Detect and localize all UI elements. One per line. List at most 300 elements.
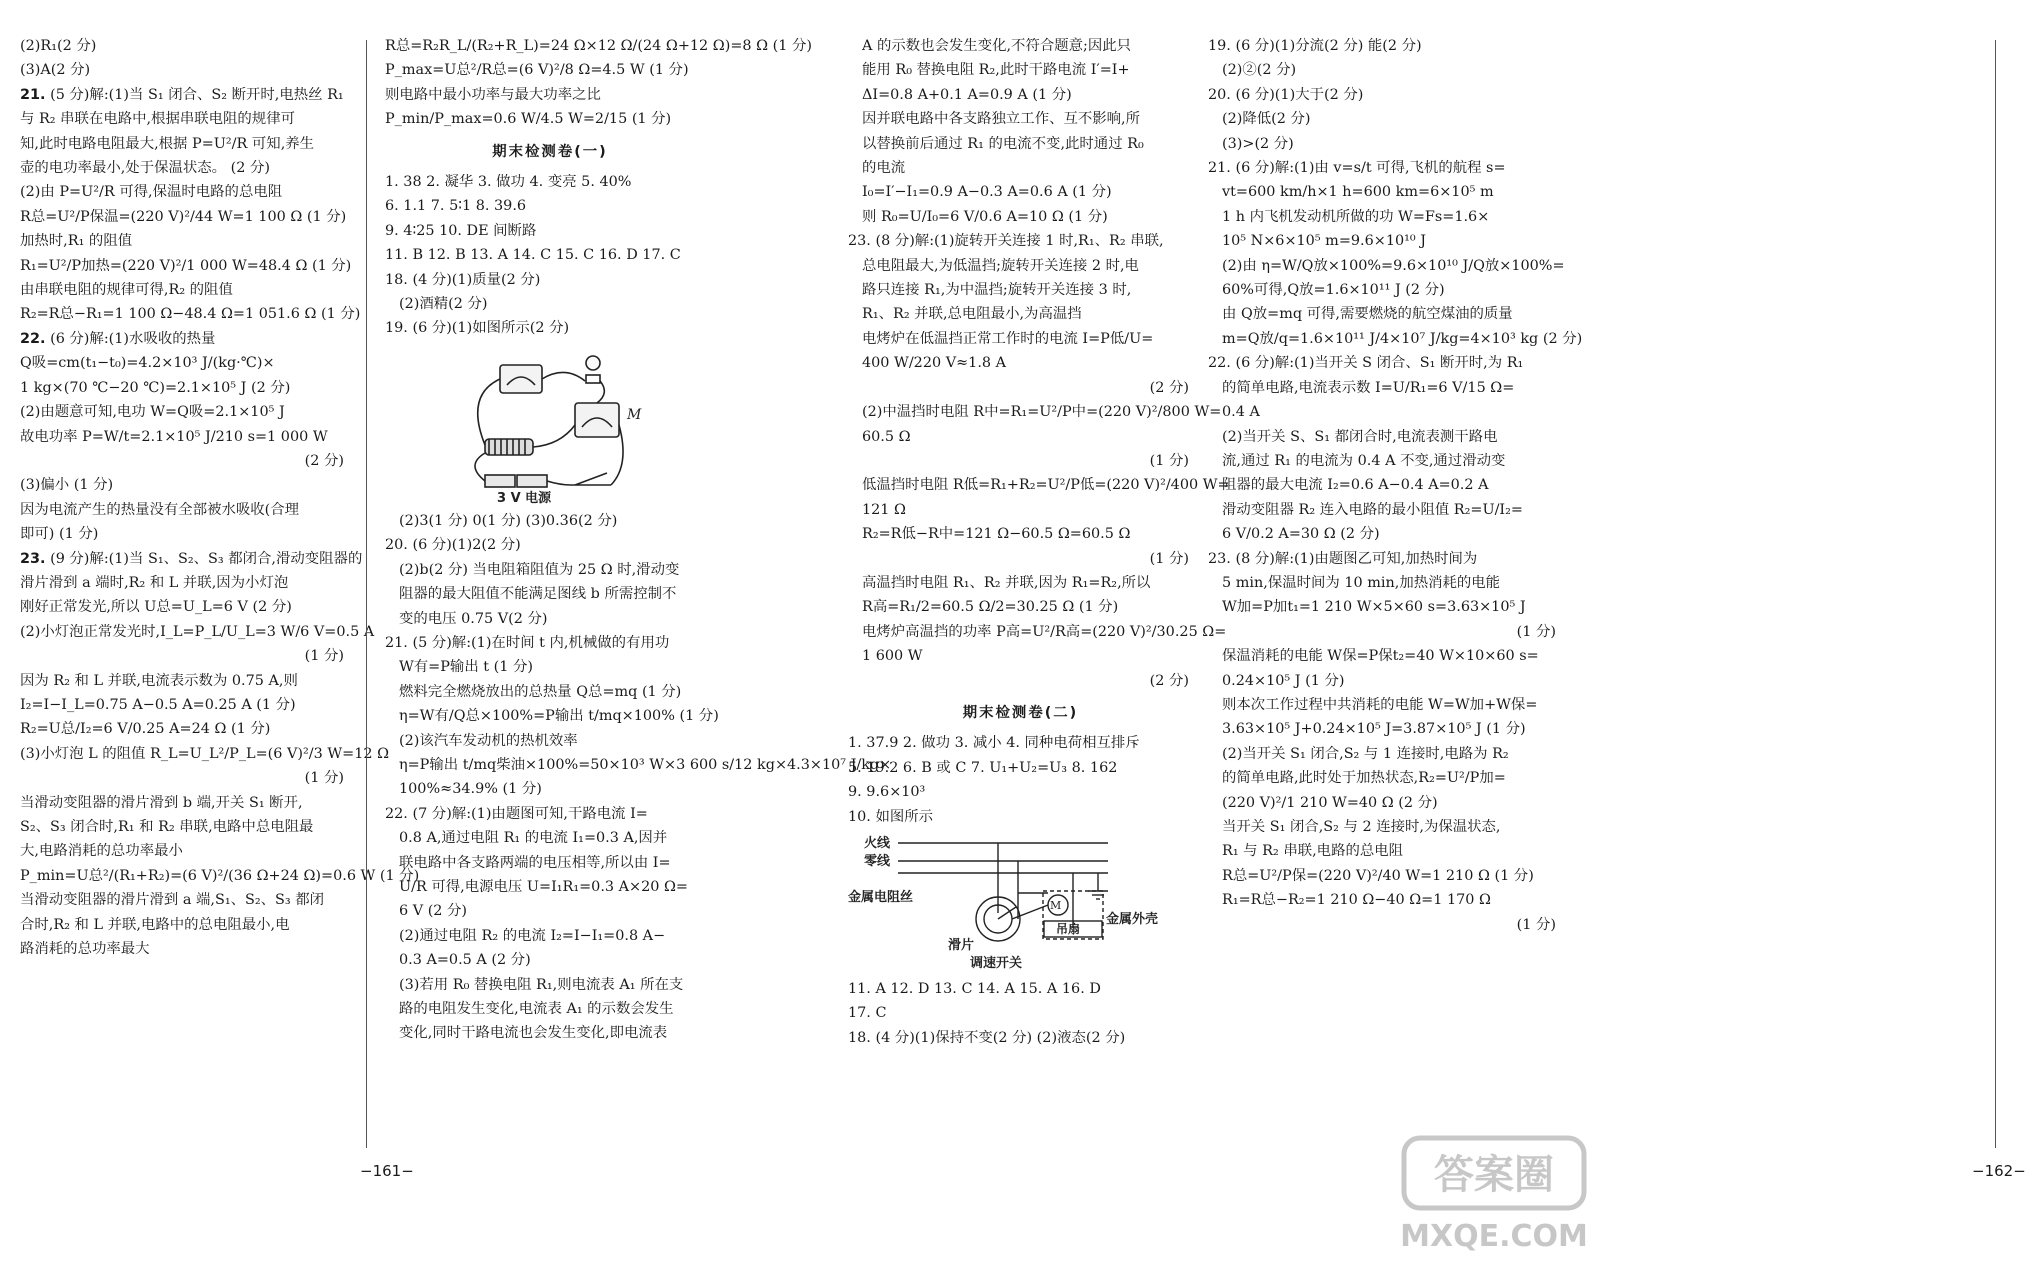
answer-line — [20, 571, 348, 595]
answer-line — [385, 973, 715, 997]
answer-text: 23. (8 分)解:(1)旋转开关连接 1 时,R₁、R₂ 串联, — [848, 233, 1164, 250]
answer-line — [848, 805, 1193, 829]
answer-text: 6 V (2 分) — [399, 903, 468, 920]
answer-line — [20, 278, 348, 302]
exam-title-2: 期末检测卷(二) — [962, 704, 1079, 721]
answer-line — [848, 205, 1193, 229]
answer-text: 路消耗的总功率最大 — [20, 941, 150, 958]
answer-line — [848, 83, 1193, 107]
answer-line — [20, 425, 348, 449]
fig2-shell: 金属外壳 — [1106, 912, 1159, 927]
answer-line — [848, 977, 1193, 1001]
answer-line — [848, 132, 1193, 156]
answer-text: 阻器的最大阻值不能满足图线 b 所需控制不 — [399, 586, 677, 603]
answer-line — [1208, 620, 1560, 644]
answer-line — [20, 766, 348, 790]
answer-line — [1208, 571, 1560, 595]
answer-line — [1208, 742, 1560, 766]
answer-text: R₁=R总−R₂=1 210 Ω−40 Ω=1 170 Ω — [1222, 892, 1491, 909]
answer-line — [848, 351, 1193, 375]
answer-line — [385, 194, 715, 218]
answer-line — [1208, 547, 1560, 571]
answer-text: 22. (6 分)解:(1)当开关 S 闭合、S₁ 断开时,为 R₁ — [1208, 355, 1524, 372]
answer-line — [848, 449, 1193, 473]
answer-line — [385, 83, 715, 107]
answer-text: R₁=U²/P加热=(220 V)²/1 000 W=48.4 Ω (1 分) — [20, 257, 352, 274]
answer-text: (3)>(2 分) — [1222, 135, 1294, 152]
answer-line — [20, 888, 348, 912]
answer-text: 1 kg×(70 ℃−20 ℃)=2.1×10⁵ J (2 分) — [20, 379, 291, 396]
column-divider — [366, 40, 367, 1148]
answer-line — [385, 34, 812, 58]
answer-line — [20, 376, 348, 400]
answer-text: Q吸=cm(t₁−t₀)=4.2×10³ J/(kg·℃)× — [20, 355, 275, 372]
answer-text: 11. A 12. D 13. C 14. A 15. A 16. D — [848, 981, 1101, 997]
page-number-right: −162− — [1972, 1162, 2026, 1180]
answer-text: I₂=I−I_L=0.75 A−0.5 A=0.25 A (1 分) — [20, 696, 296, 713]
column-1 — [20, 34, 420, 961]
answer-line — [848, 107, 1193, 131]
answer-line — [848, 669, 1193, 693]
answer-text: 10⁵ N×6×10⁵ m=9.6×10¹⁰ J — [1222, 233, 1427, 250]
answer-line — [20, 156, 348, 180]
answer-line — [385, 107, 715, 131]
answer-text: 0.4 A — [1222, 404, 1260, 421]
answer-line — [848, 156, 1193, 180]
answer-line — [20, 107, 348, 131]
answer-text: m=Q放/q=1.6×10¹¹ J/4×10⁷ J/kg=4×10³ kg (2 分) — [1222, 330, 1583, 347]
answer-line — [848, 425, 1193, 449]
answer-text: A 的示数也会发生变化,不符合题意;因此只 — [862, 38, 1132, 54]
answer-text: R₂=U总/I₂=6 V/0.25 A=24 Ω (1 分) — [20, 721, 271, 738]
answer-text: 知,此时电路电阻最大,根据 P=U²/R 可知,养生 — [20, 135, 315, 152]
answer-line — [848, 644, 1193, 668]
answer-text: vt=600 km/h×1 h=600 km=6×10⁵ m — [1222, 184, 1494, 201]
answer-text: 燃料完全燃烧放出的总热量 Q总=mq (1 分) — [399, 683, 682, 700]
answer-line — [20, 229, 348, 253]
answer-text: (1 分) — [1149, 452, 1189, 469]
answer-text: 21. (5 分)解:(1)在时间 t 内,机械做的有用功 — [385, 634, 670, 651]
answer-text: 电烤炉高温挡的功率 P高=U²/R高=(220 V)²/30.25 Ω= — [862, 623, 1227, 640]
ammeter-icon — [500, 365, 542, 393]
circuit-figure-10 — [848, 833, 1193, 973]
answer-line — [385, 899, 715, 923]
answer-line — [1208, 839, 1560, 863]
fig1-caption: 3 V 电源 — [497, 490, 552, 506]
answer-text: R总=U²/P保=(220 V)²/40 W=1 210 Ω (1 分) — [1222, 867, 1534, 884]
answer-line — [848, 1026, 1193, 1050]
answer-line — [20, 180, 348, 204]
answer-text: (2 分) — [1149, 672, 1189, 689]
answer-line — [848, 302, 1193, 326]
circuit-figure-19 — [385, 345, 715, 505]
answer-line — [385, 533, 715, 557]
answer-text: 11. B 12. B 13. A 14. C 15. C 16. D 17. C — [385, 247, 681, 264]
fig2-slider: 滑片 — [948, 938, 975, 953]
answer-line — [848, 473, 1230, 497]
answer-line — [385, 268, 715, 292]
answer-text: 的电流 — [862, 160, 906, 177]
answer-line — [385, 948, 715, 972]
answer-line — [1208, 425, 1560, 449]
answer-text: 大,电路消耗的总功率最小 — [20, 843, 183, 860]
answer-text: 1 h 内飞机发动机所做的功 W=Fs=1.6× — [1222, 208, 1490, 225]
answer-text: 滑片滑到 a 端时,R₂ 和 L 并联,因为小灯泡 — [20, 574, 289, 591]
answer-line — [385, 851, 715, 875]
answer-text: (9 分)解:(1)当 S₁、S₂、S₃ 都闭合,滑动变阻器的 — [45, 550, 363, 567]
answer-line — [20, 34, 348, 58]
answer-text: (3)若用 R₀ 替换电阻 R₁,则电流表 A₁ 所在支 — [399, 976, 684, 993]
answer-line — [1208, 83, 1560, 107]
answer-text: S₂、S₃ 闭合时,R₁ 和 R₂ 串联,电路中总电阻最 — [20, 819, 314, 835]
answer-text: 1. 38 2. 凝华 3. 做功 4. 变亮 5. 40% — [385, 174, 632, 191]
answer-text: (2)中温挡时电阻 R中=R₁=U²/P中=(220 V)²/800 W= — [862, 404, 1222, 421]
answer-line — [20, 620, 375, 644]
answer-line — [1208, 376, 1560, 400]
answer-line — [20, 815, 348, 839]
answer-text: 变化,同时干路电流也会发生变化,即电流表 — [399, 1025, 668, 1042]
answer-text: 60.5 Ω — [862, 428, 911, 445]
answer-line — [20, 473, 348, 497]
answer-text: 0.24×10⁵ J (1 分) — [1222, 672, 1345, 689]
answer-text: 壶的电功率最小,处于保温状态。 (2 分) — [20, 160, 270, 177]
answer-text: 60%可得,Q放=1.6×10¹¹ J (2 分) — [1222, 282, 1445, 299]
answer-text: 19. (6 分)(1)分流(2 分) 能(2 分) — [1208, 38, 1422, 54]
answer-text: 路只连接 R₁,为中温挡;旋转开关连接 3 时, — [862, 282, 1132, 299]
answer-text: (2)当开关 S、S₁ 都闭合时,电流表测干路电 — [1222, 428, 1498, 445]
answer-line — [20, 351, 348, 375]
answer-line — [848, 376, 1193, 400]
answer-text: (2)②(2 分) — [1222, 62, 1297, 79]
answer-line — [1208, 888, 1560, 912]
fig2-switch: 调速开关 — [970, 956, 1023, 971]
answer-text: 因并联电路中各支路独立工作、互不影响,所 — [862, 111, 1140, 128]
answer-text: 0.8 A,通过电阻 R₁ 的电流 I₁=0.3 A,因并 — [399, 830, 668, 847]
answer-line — [848, 180, 1193, 204]
answer-text: (2)b(2 分) 当电阻箱阻值为 25 Ω 时,滑动变 — [399, 561, 680, 578]
answer-line — [20, 547, 363, 571]
answer-text: η=P输出 t/mq柴油×100%=50×10³ W×3 600 s/12 kg×4.3×10⁷ J/kg× — [399, 756, 892, 773]
answer-text: R₁、R₂ 并联,总电阻最小,为高温挡 — [862, 306, 1082, 323]
answer-text: 低温挡时电阻 R低=R₁+R₂=U²/P低=(220 V)²/400 W= — [862, 477, 1230, 494]
answer-text: R₂=R总−R₁=1 100 Ω−48.4 Ω=1 051.6 Ω (1 分) — [20, 306, 361, 323]
answer-text: 高温挡时电阻 R₁、R₂ 并联,因为 R₁=R₂,所以 — [862, 574, 1151, 591]
answer-text: (2)当开关 S₁ 闭合,S₂ 与 1 连接时,电路为 R₂ — [1222, 745, 1509, 762]
answer-line — [20, 132, 348, 156]
fig1-label-m: M — [627, 406, 642, 423]
answer-text: ΔI=0.8 A+0.1 A=0.9 A (1 分) — [862, 86, 1072, 103]
answer-line — [385, 316, 715, 340]
answer-text: 1 600 W — [862, 648, 923, 665]
answer-line — [848, 1001, 1193, 1025]
answer-text: P_min=U总²/(R₁+R₂)=(6 V)²/(36 Ω+24 Ω)=0.6 W (1 分) — [20, 867, 420, 884]
answer-text: (5 分)解:(1)当 S₁ 闭合、S₂ 断开时,电热丝 R₁ — [45, 86, 344, 103]
answer-line — [1208, 498, 1560, 522]
answer-text: (2)通过电阻 R₂ 的电流 I₂=I−I₁=0.8 A− — [399, 927, 666, 944]
answer-text: 6. 1.1 7. 5∶1 8. 39.6 — [385, 198, 527, 215]
answer-line — [20, 644, 348, 668]
answer-line — [385, 58, 715, 82]
answer-text: (2 分) — [304, 452, 344, 469]
watermark-logo — [1400, 1128, 1590, 1258]
answer-line — [20, 937, 348, 961]
answer-line — [385, 243, 715, 267]
answer-line — [1208, 522, 1560, 546]
answer-line — [385, 1021, 715, 1045]
answer-text: 22. (7 分)解:(1)由题图可知,干路电流 I= — [385, 805, 648, 822]
bulb-icon — [586, 356, 600, 370]
answer-text: (2)由 P=U²/R 可得,保温时电路的总电阻 — [20, 184, 283, 201]
column-3-answers — [848, 731, 1193, 829]
switch-icon — [571, 473, 611, 485]
answer-line — [848, 547, 1193, 571]
answer-line — [1208, 913, 1560, 937]
answer-line — [1208, 351, 1560, 375]
answer-line — [385, 631, 715, 655]
answer-line — [20, 791, 348, 815]
answer-line — [1208, 156, 1560, 180]
answer-line — [1208, 717, 1560, 741]
answer-line — [20, 302, 361, 326]
answer-text: 10. 如图所示 — [848, 808, 934, 825]
answer-text: U/R 可得,电源电压 U=I₁R₁=0.3 A×20 Ω= — [399, 878, 688, 895]
answer-line — [385, 802, 715, 826]
answer-text: 加热时,R₁ 的阻值 — [20, 233, 133, 250]
answer-line — [385, 558, 715, 582]
answer-line — [1208, 34, 1560, 58]
answer-line — [385, 777, 715, 801]
answer-text: 故电功率 P=W/t=2.1×10⁵ J/210 s=1 000 W — [20, 428, 328, 445]
question-number: 23. — [20, 550, 46, 567]
answer-text: (3)小灯泡 L 的阻值 R_L=U_L²/P_L=(6 V)²/3 W=12 Ω — [20, 745, 390, 762]
answer-text: I₀=I′−I₁=0.9 A−0.3 A=0.6 A (1 分) — [862, 184, 1112, 201]
answer-line — [848, 780, 1193, 804]
battery-icon — [485, 475, 515, 487]
answer-line — [1208, 595, 1560, 619]
answer-text: W有=P输出 t (1 分) — [399, 659, 533, 676]
answer-text: 则 R₀=U/I₀=6 V/0.6 A=10 Ω (1 分) — [862, 208, 1108, 225]
answer-text: 能用 R₀ 替换电阻 R₂,此时干路电流 I′=I+ — [862, 62, 1130, 79]
answer-text: 与 R₂ 串联在电路中,根据串联电阻的规律可 — [20, 111, 295, 128]
answer-text: 则电路中最小功率与最大功率之比 — [385, 86, 601, 103]
answer-text: 保温消耗的电能 W保=P保t₂=40 W×10×60 s= — [1222, 648, 1539, 665]
fig2-motor: M — [1050, 899, 1062, 912]
column-2-answers — [385, 170, 715, 341]
answer-text: 联电路中各支路两端的电压相等,所以由 I= — [399, 854, 671, 871]
answer-text: (3)偏小 (1 分) — [20, 477, 114, 494]
answer-text: 路的电阻发生变化,电流表 A₁ 的示数会发生 — [399, 1001, 674, 1017]
fig2-fan: 吊扇 — [1056, 922, 1081, 936]
answer-line — [1208, 766, 1560, 790]
answer-text: 流,通过 R₁ 的电流为 0.4 A 不变,通过滑动变 — [1222, 452, 1506, 469]
answer-line — [848, 731, 1193, 755]
answer-line — [1208, 473, 1560, 497]
answer-text: 18. (4 分)(1)质量(2 分) — [385, 271, 541, 288]
answer-text: 因为 R₂ 和 L 并联,电流表示数为 0.75 A,则 — [20, 672, 298, 689]
answer-text: 阻器的最大电流 I₂=0.6 A−0.4 A=0.2 A — [1222, 477, 1489, 494]
answer-line — [1208, 132, 1560, 156]
watermark-top: 答案圈 — [1434, 1152, 1554, 1198]
answer-line — [385, 680, 715, 704]
answer-text: 9. 4∶25 10. DE 间断路 — [385, 222, 537, 239]
answer-line — [385, 582, 715, 606]
answer-text: 刚好正常发光,所以 U总=U_L=6 V (2 分) — [20, 599, 292, 616]
answer-text: (1 分) — [1516, 623, 1556, 640]
answer-text: 由 Q放=mq 可得,需要燃烧的航空煤油的质量 — [1222, 306, 1513, 323]
answer-text: 的简单电路,电流表示数 I=U/R₁=6 V/15 Ω= — [1222, 379, 1515, 396]
answer-text: (3)A(2 分) — [20, 62, 91, 79]
answer-text: (1 分) — [1516, 916, 1556, 933]
answer-line — [20, 522, 348, 546]
answer-text: 总电阻最大,为低温挡;旋转开关连接 2 时,电 — [862, 257, 1139, 274]
answer-text: P_max=U总²/R总=(6 V)²/8 Ω=4.5 W (1 分) — [385, 62, 689, 79]
answer-text: 21. (6 分)解:(1)由 v=s/t 可得,飞机的航程 s= — [1208, 160, 1506, 177]
answer-text: R总=R₂R_L/(R₂+R_L)=24 Ω×12 Ω/(24 Ω+12 Ω)=8 Ω (1 分) — [385, 38, 812, 54]
answer-text: (2)3(1 分) 0(1 分) (3)0.36(2 分) — [399, 512, 618, 529]
answer-line — [20, 864, 420, 888]
answer-line — [385, 704, 719, 728]
answer-text: (1 分) — [1149, 550, 1189, 567]
answer-text: 由串联电阻的规律可得,R₂ 的阻值 — [20, 282, 233, 299]
answer-line — [20, 595, 348, 619]
answer-text: 17. C — [848, 1005, 887, 1022]
answer-line — [20, 400, 348, 424]
answer-line — [848, 400, 1222, 424]
answer-line — [848, 595, 1193, 619]
column-3 — [848, 34, 1230, 1050]
answer-line — [848, 278, 1193, 302]
answer-line — [385, 924, 715, 948]
answer-text: 当开关 S₁ 闭合,S₂ 与 2 连接时,为保温状态, — [1222, 819, 1501, 835]
answer-text: 9. 9.6×10³ — [848, 784, 926, 801]
answer-line — [1208, 107, 1560, 131]
answer-line — [1208, 205, 1560, 229]
answer-line — [20, 669, 348, 693]
answer-line — [1208, 864, 1560, 888]
column-3-top — [848, 34, 1230, 693]
answer-text: R₁ 与 R₂ 串联,电路的总电阻 — [1222, 843, 1404, 860]
answer-text: 当滑动变阻器的滑片滑到 b 端,开关 S₁ 断开, — [20, 794, 303, 811]
fig2-resistor: 金属电阻丝 — [848, 890, 914, 905]
answer-text: 滑动变阻器 R₂ 连入电路的最小阻值 R₂=U/I₂= — [1222, 501, 1523, 518]
answer-line — [1208, 327, 1583, 351]
answer-text: 23. (8 分)解:(1)由题图乙可知,加热时间为 — [1208, 550, 1478, 567]
column-divider — [1995, 40, 1996, 1148]
answer-text: 变的电压 0.75 V(2 分) — [399, 610, 548, 627]
question-number: 22. — [20, 330, 46, 347]
answer-line — [1208, 278, 1560, 302]
question-number: 21. — [20, 86, 46, 103]
answer-text: R₂=R低−R中=121 Ω−60.5 Ω=60.5 Ω — [862, 526, 1131, 543]
answer-line — [385, 292, 715, 316]
answer-line — [385, 219, 715, 243]
answer-text: 1. 37.9 2. 做功 3. 减小 4. 同种电荷相互排斥 — [848, 735, 1140, 752]
answer-text: P_min/P_max=0.6 W/4.5 W=2/15 (1 分) — [385, 111, 672, 128]
answer-line — [385, 826, 715, 850]
answer-line — [848, 522, 1193, 546]
answer-line — [20, 449, 348, 473]
answer-line — [848, 254, 1193, 278]
answer-line — [385, 875, 715, 899]
answer-line — [1208, 180, 1560, 204]
answer-text: 因为电流产生的热量没有全部被水吸收(合理 — [20, 501, 300, 518]
answer-text: (2)酒精(2 分) — [399, 296, 488, 313]
answer-line — [1208, 815, 1560, 839]
answer-line — [20, 58, 348, 82]
answer-line — [20, 913, 348, 937]
answer-text: 5. 19.2 6. B 或 C 7. U₁+U₂=U₃ 8. 162 — [848, 759, 1118, 776]
answer-text: (2)该汽车发动机的热机效率 — [399, 732, 578, 749]
answer-text: (2 分) — [1149, 379, 1189, 396]
answer-line — [848, 620, 1227, 644]
fig2-live: 火线 — [864, 836, 891, 851]
exam-title-1: 期末检测卷(一) — [492, 143, 608, 160]
answer-line — [1208, 229, 1560, 253]
answer-text: 3.63×10⁵ J+0.24×10⁵ J=3.87×10⁵ J (1 分) — [1222, 721, 1526, 738]
answer-line — [1208, 693, 1560, 717]
answer-text: 19. (6 分)(1)如图所示(2 分) — [385, 320, 570, 337]
answer-line — [20, 83, 348, 107]
page-162 — [800, 0, 2026, 1266]
fig2-neutral: 零线 — [864, 854, 891, 869]
voltmeter-icon — [575, 403, 619, 437]
answer-line — [385, 607, 715, 631]
answer-text: W加=P加t₁=1 210 W×5×60 s=3.63×10⁵ J — [1222, 599, 1526, 616]
answer-line — [20, 693, 348, 717]
answer-line — [385, 753, 892, 777]
watermark-bottom: MXQE.COM — [1400, 1219, 1588, 1254]
answer-text: (2)由 η=W/Q放×100%=9.6×10¹⁰ J/Q放×100%= — [1222, 257, 1565, 274]
answer-line — [385, 655, 715, 679]
answer-line — [20, 717, 348, 741]
answer-text: (1 分) — [304, 770, 344, 787]
answer-text: 20. (6 分)(1)大于(2 分) — [1208, 86, 1364, 103]
answer-line — [848, 34, 1193, 58]
answer-line — [20, 327, 348, 351]
answer-text: (220 V)²/1 210 W=40 Ω (2 分) — [1222, 794, 1438, 811]
fan-wiring-diagram — [848, 833, 1193, 973]
answer-text: (6 分)解:(1)水吸收的热量 — [45, 330, 216, 347]
answer-text: 的简单电路,此时处于加热状态,R₂=U²/P加= — [1222, 770, 1506, 787]
answer-text: 400 W/220 V≈1.8 A — [862, 355, 1007, 372]
column-4 — [1208, 34, 1583, 937]
answer-text: 合时,R₂ 和 L 并联,电路中的总电阻最小,电 — [20, 916, 290, 933]
answer-line — [20, 498, 348, 522]
answer-text: 6 V/0.2 A=30 Ω (2 分) — [1222, 526, 1380, 543]
answer-line — [20, 742, 390, 766]
answer-line — [848, 58, 1193, 82]
answer-line — [20, 839, 348, 863]
column-2-top — [385, 34, 812, 132]
answer-text: 100%≈34.9% (1 分) — [399, 781, 542, 798]
answer-line — [848, 327, 1193, 351]
answer-text: η=W有/Q总×100%=P输出 t/mq×100% (1 分) — [399, 708, 719, 725]
answer-text: 即可) (1 分) — [20, 526, 99, 543]
answer-text: (2)由题意可知,电功 W=Q吸=2.1×10⁵ J — [20, 404, 285, 421]
answer-line — [848, 571, 1193, 595]
answer-line — [1208, 302, 1560, 326]
answer-line — [20, 205, 348, 229]
answer-text: (1 分) — [304, 648, 344, 665]
answer-line — [1208, 58, 1560, 82]
answer-text: (2)R₁(2 分) — [20, 38, 97, 54]
answer-text: R总=U²/P保温=(220 V)²/44 W=1 100 Ω (1 分) — [20, 208, 347, 225]
answer-line — [1208, 791, 1560, 815]
answer-line — [848, 229, 1193, 253]
answer-text: 电烤炉在低温挡正常工作时的电流 I=P低/U= — [862, 330, 1154, 347]
column-3-end — [848, 977, 1193, 1050]
answer-text: 121 Ω — [862, 501, 906, 518]
